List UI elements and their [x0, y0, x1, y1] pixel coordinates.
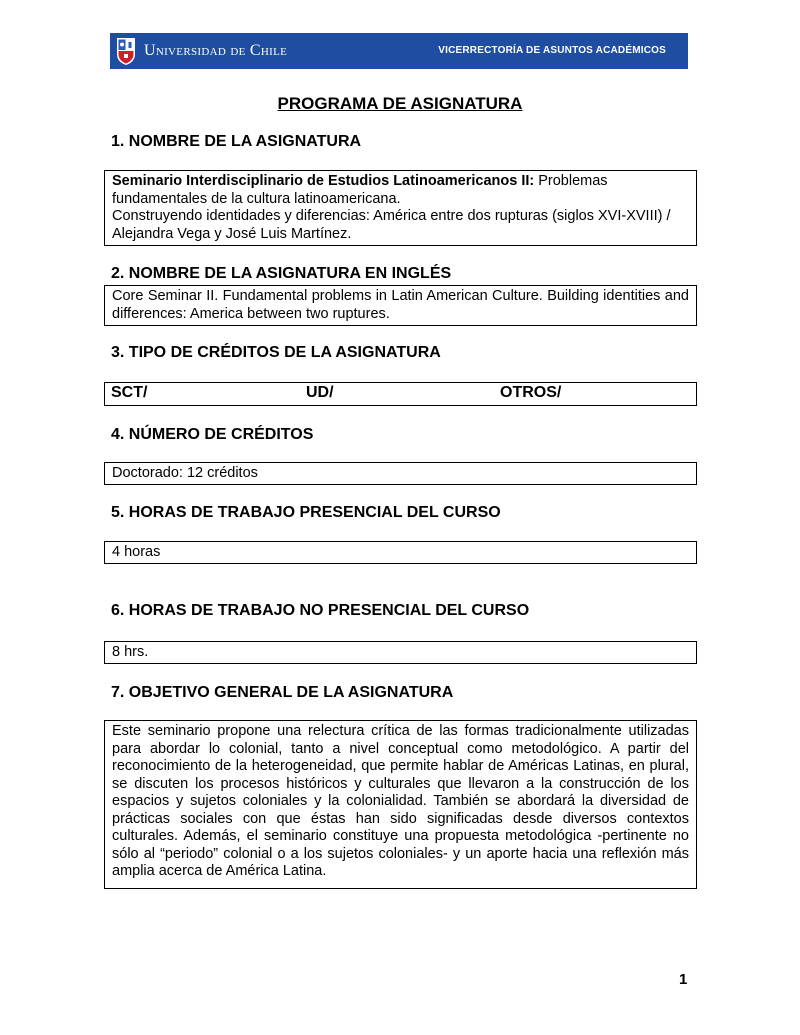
- credit-type-sct: SCT/: [111, 384, 148, 401]
- section-7-heading: 7. OBJETIVO GENERAL DE LA ASIGNATURA: [111, 684, 454, 701]
- english-name-box: [104, 285, 697, 326]
- office-name: VICERRECTORÍA DE ASUNTOS ACADÉMICOS: [438, 45, 666, 56]
- header-banner: [110, 33, 688, 69]
- non-presential-hours-text: 8 hrs.: [112, 644, 149, 660]
- section-1-heading: 1. NOMBRE DE LA ASIGNATURA: [111, 133, 362, 150]
- section-2-heading: 2. NOMBRE DE LA ASIGNATURA EN INGLÉS: [111, 265, 452, 282]
- section-4-heading: 4. NÚMERO DE CRÉDITOS: [111, 426, 314, 443]
- page-title: PROGRAMA DE ASIGNATURA: [277, 94, 523, 113]
- credit-type-ud: UD/: [306, 384, 334, 401]
- general-objective-text: Este seminario propone una relectura crítica de las formas tradicionalmente utilizadas para abordar lo colonial, tanto a nivel conceptual como metodológico. A partir del reconocimiento de la heterogeneidad, que permite hablar de Américas Latinas, en plural, se discuten los procesos históricos y culturales que llevaron a la construcción de los espacios y sujetos coloniales y la colonialidad. También se abordará la diversidad de prácticas sociales con que éstas han sido significadas desde diversos contextos culturales. Además, el seminario constituye una propuesta metodológica -pertinente no sólo al “periodo” colonial o a los sujetos coloniales- y un aporte hacia una reflexión más amplia acerca de América Latina.: [112, 723, 689, 879]
- credits-number-text: Doctorado: 12 créditos: [112, 465, 258, 481]
- credit-types-box: [104, 382, 697, 406]
- in-person-hours-box: [104, 541, 697, 564]
- course-subtitle: Construyendo identidades y diferencias: América entre dos rupturas (siglos XVI-XVIII) / Alejandra Vega y José Luis Martínez.: [112, 208, 671, 242]
- credit-type-otros: OTROS/: [500, 384, 562, 401]
- course-name-bold: Seminario Interdisciplinario de Estudios Latinoamericanos II:: [112, 173, 535, 189]
- non-presential-hours-box: [104, 641, 697, 664]
- section-6-heading: 6. HORAS DE TRABAJO NO PRESENCIAL DEL CURSO: [111, 602, 530, 619]
- section-5-heading: 5. HORAS DE TRABAJO PRESENCIAL DEL CURSO: [111, 504, 501, 521]
- general-objective-box: [104, 720, 697, 889]
- in-person-hours-text: 4 horas: [112, 544, 161, 560]
- section-3-heading: 3. TIPO DE CRÉDITOS DE LA ASIGNATURA: [111, 344, 441, 361]
- university-name: Universidad de Chile: [144, 42, 288, 59]
- university-crest-icon: [115, 36, 137, 66]
- course-name-text: Problemas fundamentales de la cultura latinoamericana.: [112, 173, 608, 207]
- credits-number-box: [104, 462, 697, 485]
- course-name-box: [104, 170, 697, 246]
- english-name-text: Core Seminar II. Fundamental problems in Latin American Culture. Building identities and differences: America between two ruptures.: [112, 288, 689, 322]
- page-number: 1: [679, 971, 688, 988]
